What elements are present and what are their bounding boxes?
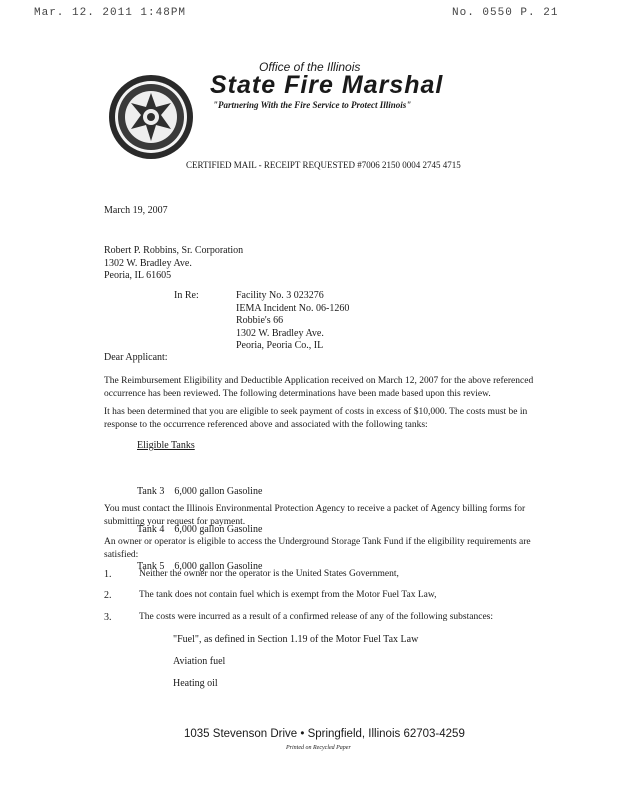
fax-header-left: Mar. 12. 2011 1:48PM bbox=[34, 7, 187, 19]
paragraph-3-line: You must contact the Illinois Environmental Protection Agency to receive a packet of Agency billing forms for bbox=[104, 504, 526, 514]
paragraph-1 bbox=[104, 375, 533, 400]
requirement-text: Neither the owner nor the operator is the United States Government, bbox=[139, 569, 399, 579]
certified-mail-line: CERTIFIED MAIL - RECEIPT REQUESTED #7006 2150 0004 2745 4715 bbox=[186, 160, 461, 170]
paragraph-1-line: occurrence has been reviewed. The following determinations have been made based upon this review. bbox=[104, 388, 491, 399]
paragraph-4-line: An owner or operator is eligible to access the Underground Storage Tank Fund if the eligibility requirements are bbox=[104, 537, 531, 547]
recipient-address bbox=[104, 245, 243, 283]
paragraph-2-line: response to the occurrence referenced above and associated with the following tanks: bbox=[104, 419, 428, 430]
paragraph-2 bbox=[104, 406, 527, 431]
paragraph-2-line: It has been determined that you are eligible to seek payment of costs in excess of $10,000. The costs must be in bbox=[104, 407, 528, 417]
in-re-line: IEMA Incident No. 06-1260 bbox=[236, 302, 350, 314]
letterhead-tagline: "Partnering With the Fire Service to Protect Illinois" bbox=[213, 100, 412, 110]
tank-item: Tank 4 6,000 gallon Gasoline bbox=[137, 523, 263, 535]
in-re-line: Facility No. 3 023276 bbox=[236, 290, 324, 301]
substance-item: Aviation fuel bbox=[173, 656, 226, 667]
paragraph-4-line: satisfied: bbox=[104, 549, 139, 560]
paragraph-3-line: submitting your request for payment. bbox=[104, 516, 246, 527]
letter-date: March 19, 2007 bbox=[104, 205, 168, 216]
requirement-number: 2. bbox=[104, 590, 112, 601]
footer-address: 1035 Stevenson Drive • Springfield, Illinois 62703-4259 bbox=[184, 728, 465, 740]
paragraph-4 bbox=[104, 536, 531, 561]
footer-note: Printed on Recycled Paper bbox=[286, 745, 351, 751]
paragraph-1-line: The Reimbursement Eligibility and Deductible Application received on March 12, 2007 for the above referenced bbox=[104, 376, 534, 386]
requirement-number: 3. bbox=[104, 612, 112, 623]
recipient-city: Peoria, IL 61605 bbox=[104, 270, 172, 281]
paragraph-3 bbox=[104, 503, 525, 528]
fax-header-right: No. 0550 P. 21 bbox=[452, 7, 559, 19]
letterhead-title: State Fire Marshal bbox=[210, 71, 444, 99]
substance-item: Heating oil bbox=[173, 678, 218, 689]
in-re-line: Robbie's 66 bbox=[236, 315, 284, 326]
eligible-tanks-heading: Eligible Tanks bbox=[137, 440, 195, 451]
tank-item: Tank 3 6,000 gallon Gasoline bbox=[137, 486, 263, 497]
requirement-number: 1. bbox=[104, 569, 112, 580]
in-re-line: Peoria, Peoria Co., IL bbox=[236, 340, 324, 351]
salutation: Dear Applicant: bbox=[104, 352, 168, 363]
tank-item: Tank 5 6,000 gallon Gasoline bbox=[137, 561, 263, 572]
recipient-name: Robert P. Robbins, Sr. Corporation bbox=[104, 245, 244, 256]
letterhead-office-line: Office of the Illinois bbox=[259, 60, 361, 74]
in-re-block bbox=[236, 290, 349, 353]
in-re-line: 1302 W. Bradley Ave. bbox=[236, 327, 324, 339]
state-fire-marshal-seal bbox=[107, 73, 195, 161]
requirement-text: The costs were incurred as a result of a confirmed release of any of the following substances: bbox=[139, 612, 494, 622]
substance-item: "Fuel", as defined in Section 1.19 of the Motor Fuel Tax Law bbox=[173, 634, 419, 645]
requirement-text: The tank does not contain fuel which is exempt from the Motor Fuel Tax Law, bbox=[139, 590, 437, 600]
recipient-street: 1302 W. Bradley Ave. bbox=[104, 257, 192, 269]
in-re-label: In Re: bbox=[174, 290, 199, 301]
